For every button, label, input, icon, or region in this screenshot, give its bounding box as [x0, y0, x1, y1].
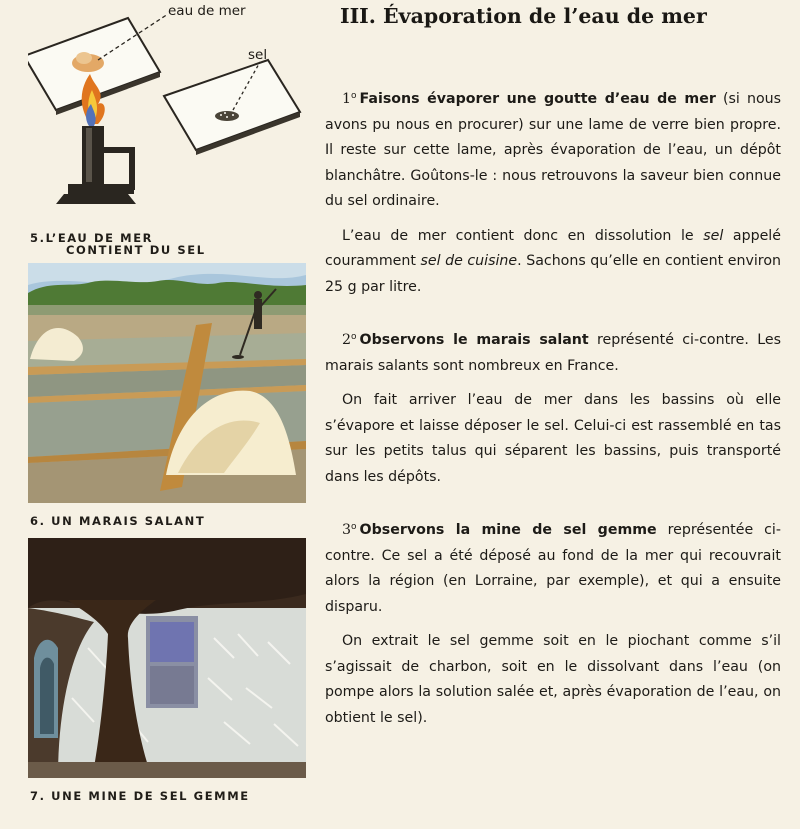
section1-number: 1: [342, 91, 352, 107]
section1-conclusion: [325, 224, 781, 301]
page-title: III. Évaporation de l’eau de mer: [340, 4, 707, 28]
figure6-caption: 6. UN MARAIS SALANT: [30, 514, 206, 528]
section1-conclusion-c: . Sachons qu’elle en contient environ 25 g par litre.: [325, 253, 781, 295]
section2-ordinal-mark: o: [351, 332, 357, 342]
section2-number: 2: [342, 332, 352, 348]
section3-paragraph: [325, 515, 781, 620]
figure5-caption-line1: 5.L’EAU DE MER: [30, 231, 154, 245]
section1-ordinal-mark: o: [351, 91, 357, 101]
section3-explanation: On extrait le sel gemme soit en le piochant comme s’il s’agissait de charbon, soit en le dissolvant dans l’eau (on pompe alors la solution salée et, après évaporation de l’eau, on obtient le sel).: [325, 633, 781, 726]
section2-paragraph: [325, 325, 781, 379]
section2-lead: Observons le marais salant: [359, 332, 589, 348]
term-sel-de-cuisine: sel de cuisine: [420, 253, 518, 269]
section1-body: (si nous avons pu nous en procurer) sur une lame de verre bien propre. Il reste sur cette lame, après évaporation de l’eau, un dépôt blanchâtre. Goûtons-le : nous retrouvons la saveur bien connue du sel ordinaire.: [325, 91, 782, 209]
section3-number: 3: [342, 522, 352, 538]
term-sel: sel: [703, 227, 724, 244]
label-eau-de-mer: eau de mer: [168, 3, 246, 19]
main-text: [325, 84, 781, 731]
section1-paragraph: [325, 84, 781, 215]
section3-body: représentée ci-contre. Ce sel a été déposé au fond de la mer qui recouvrait alors la région (en Lorraine, par exemple), et qui a ensuite disparu.: [325, 522, 781, 615]
section3-lead: Observons la mine de sel gemme: [359, 522, 657, 538]
figure-salt-marsh-painting: [28, 263, 306, 503]
evaporation-illustration: [28, 0, 306, 228]
section2-explanation: On fait arriver l’eau de mer dans les bassins où elle s’évapore et laisse déposer le sel. Celui-ci est rassemblé en tas sur les petits talus qui séparent les bassins, puis transporté dans les dépôts.: [325, 392, 781, 485]
section2-body: représenté ci-contre. Les marais salants sont nombreux en France.: [325, 332, 781, 374]
figure-evaporation-drawing: [28, 0, 306, 228]
section1-conclusion-b: appelé couramment: [325, 227, 781, 269]
section1-conclusion-a: L’eau de mer contient donc en dissolution le: [342, 227, 704, 244]
figure5-caption-line2: CONTIENT DU SEL: [66, 243, 206, 257]
section3-ordinal-mark: o: [351, 522, 357, 532]
figure-salt-mine-painting: [28, 538, 306, 778]
section1-lead: Faisons évaporer une goutte d’eau de mer: [359, 91, 716, 107]
figure7-caption: 7. UNE MINE DE SEL GEMME: [30, 789, 250, 803]
label-sel: sel: [248, 47, 268, 63]
salt-marsh-illustration: [28, 263, 306, 503]
salt-mine-illustration: [28, 538, 306, 778]
